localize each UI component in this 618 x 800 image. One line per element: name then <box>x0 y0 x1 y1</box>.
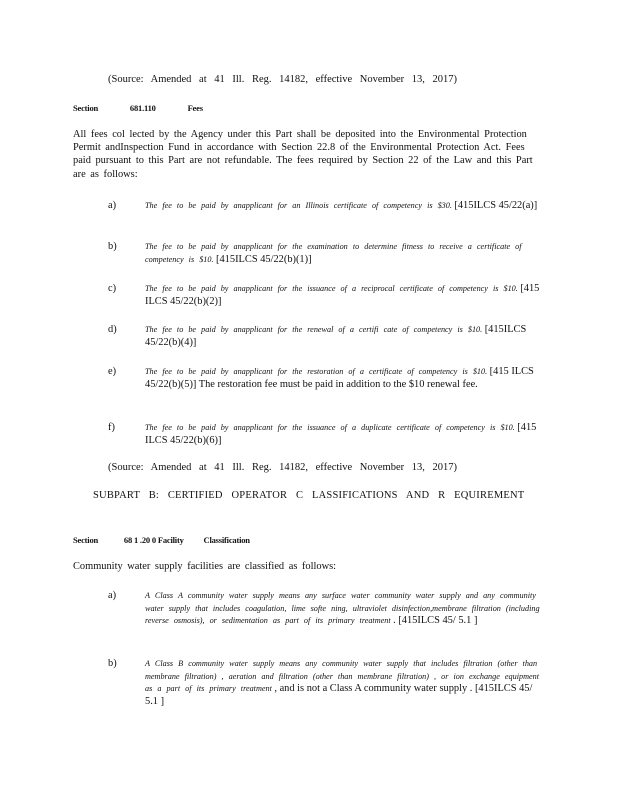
list-marker: b) <box>108 241 117 252</box>
list-item <box>145 283 540 308</box>
item-text: A Class B community water supply means any community water supply that includes filtration (other than membrane filtration) , aeration and filtration (other than membrane filtration) , or ion exchange equipment as a part of its primary treatment <box>145 659 540 694</box>
section-heading <box>73 535 250 545</box>
list-marker: a) <box>108 590 117 601</box>
item-text: The fee to be paid by anapplicant for the issuance of a reciprocal certificate of competency is $10. <box>145 284 518 293</box>
section-heading <box>73 103 203 113</box>
list-item <box>145 658 540 708</box>
list-marker: e) <box>108 366 117 377</box>
section-label: Section <box>73 103 99 113</box>
item-text: The fee to be paid by anapplicant for the renewal of a certifi cate of competency is $10. <box>145 325 483 334</box>
source-note: (Source: Amended at 41 Ill. Reg. 14182, effective November 13, 2017) <box>108 462 457 473</box>
list-marker: c) <box>108 283 117 294</box>
list-marker: b) <box>108 658 117 669</box>
item-text: The fee to be paid by anapplicant for the restoration of a certificate of competency is $10. <box>145 367 488 376</box>
item-text: The fee to be paid by anapplicant for the examination to determine fitness to receive a certificate of competency is $10. <box>145 242 522 264</box>
intro-paragraph: All fees col lected by the Agency under this Part shall be deposited into the Environmental Protection Permit andInspection Fund in accordance with Section 22.8 of the Environmental Protection Act. Fees paid pursuant to this Part are not refundable. The fees required by Section 22 of the Law and this Part are as follows: <box>73 129 533 180</box>
section-number: 68 1 .20 0 Facility <box>123 535 184 545</box>
section-title: Fees <box>187 103 203 113</box>
list-marker: a) <box>108 200 117 211</box>
source-note: (Source: Amended at 41 Ill. Reg. 14182, effective November 13, 2017) <box>108 74 457 85</box>
citation: , and is not a Class A community water supply . [415ILCS 45/ 5.1 ] <box>145 683 533 707</box>
citation: . [415ILCS 45/ 5.1 ] <box>393 615 478 627</box>
section-label: Section <box>73 535 99 545</box>
list-item <box>145 241 540 266</box>
citation: [415ILCS 45/22(b)(4)] <box>145 324 527 348</box>
citation: [415ILCS 45/22(b)(1)] <box>216 253 312 265</box>
list-item <box>145 200 540 213</box>
list-item <box>145 324 540 349</box>
subpart-heading: SUBPART B: CERTIFIED OPERATOR C LASSIFICATIONS AND R EQUIREMENT <box>93 490 525 501</box>
list-marker: d) <box>108 324 117 335</box>
citation: [415 ILCS 45/22(b)(2)] <box>145 283 540 307</box>
item-text: The fee to be paid by anapplicant for an Illinois certificate of competency is $30. <box>145 201 452 210</box>
intro-paragraph: Community water supply facilities are classified as follows: <box>73 561 337 572</box>
citation: [415 ILCS 45/22(b)(5)] The restoration fee must be paid in addition to the $10 renewal fee. <box>145 366 534 390</box>
list-item <box>145 422 540 447</box>
list-item <box>145 366 540 391</box>
citation: [415ILCS 45/22(a)] <box>454 200 538 211</box>
section-title: Classification <box>203 535 250 545</box>
item-text: A Class A community water supply means any surface water community water supply and any community water supply that includes coagulation, lime softe ning, ultraviolet disinfection,membrane filtration (including reverse osmosis), or sedimentation as part of its primary treatment <box>145 591 540 626</box>
citation: [415 ILCS 45/22(b)(6)] <box>145 422 537 446</box>
list-item <box>145 590 540 628</box>
item-text: The fee to be paid by anapplicant for the issuance of a duplicate certificate of competency is $10. <box>145 423 515 432</box>
section-number: 681.110 <box>129 103 156 113</box>
list-marker: f) <box>108 422 115 433</box>
